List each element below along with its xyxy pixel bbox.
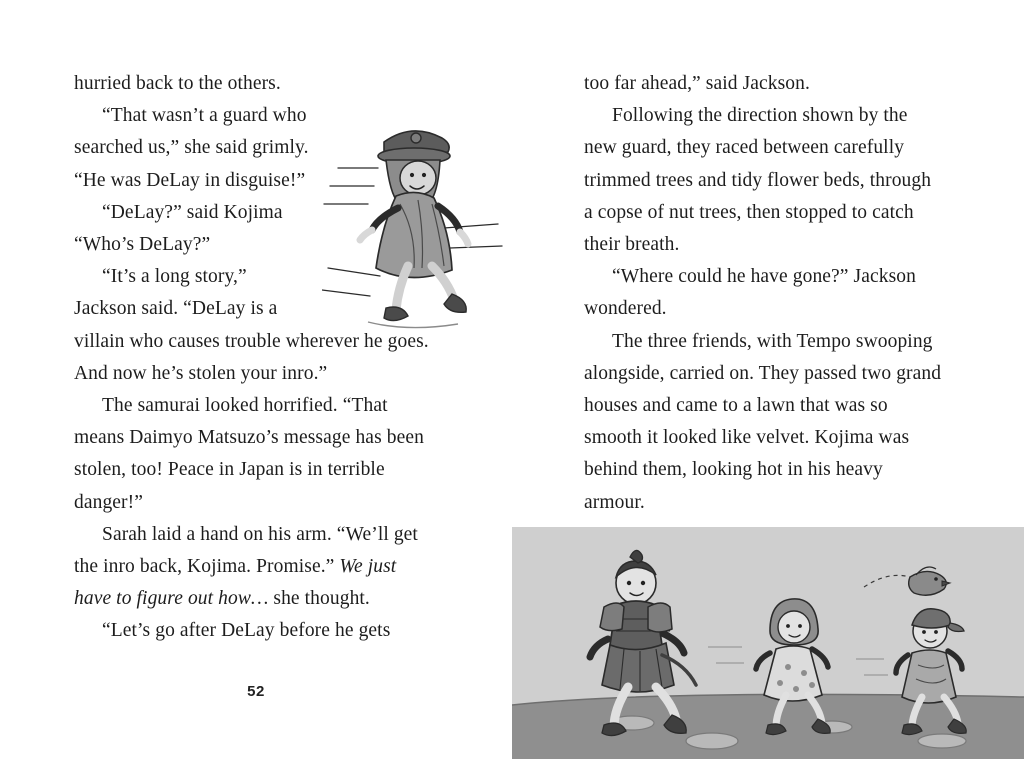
paragraph: too far ahead,” said Jackson. (584, 73, 810, 94)
runner-illustration-wrap (322, 68, 472, 300)
three-children-running-on-lawn-illustration (512, 527, 1024, 759)
paragraph-lead: Sarah laid a hand on his arm. “We’ll get the inro back, Kojima. Promise.” (74, 523, 418, 578)
paragraph-tail: she thought. (268, 588, 370, 610)
paragraph: The three friends, with Tempo swooping alongside, carried on. They passed two grand houses and came to a lawn that was so smooth it looked like velvet. Kojima was behind them, looking hot in his heavy armour. (584, 330, 942, 513)
page-number: 52 (247, 683, 265, 700)
left-page-text-column (74, 68, 434, 648)
paragraph: “Let’s go after DeLay before he gets (102, 620, 391, 642)
paragraph: The samurai looked horrified. “That means Daimyo Matsuzo’s message has been stolen, too! Peace in Japan is in terrible danger!” (74, 395, 424, 513)
paragraph: “DeLay?” said Kojima “Who’s DeLay?” (74, 201, 283, 256)
paragraph: “That wasn’t a guard who searched us,” she said grimly. “He was DeLay in disguise!” (74, 105, 309, 191)
paragraph: “Where could he have gone?” Jackson wondered. (584, 266, 916, 320)
paragraph: Following the direction shown by the new guard, they raced between carefully trimmed trees and tidy flower beds, through a copse of nut trees, then stopped to catch their breath. (584, 105, 932, 256)
right-page-text-column (584, 68, 944, 519)
paragraph: hurried back to the others. (74, 73, 281, 94)
paragraph-italic-thought: We just have to figure out how… (74, 556, 397, 610)
paragraph-with-italics (74, 519, 434, 616)
paragraph: “It’s a long story,” Jackson said. “DeLay is a villain who causes trouble wherever he goes. And now he’s stolen your inro.” (74, 266, 429, 384)
